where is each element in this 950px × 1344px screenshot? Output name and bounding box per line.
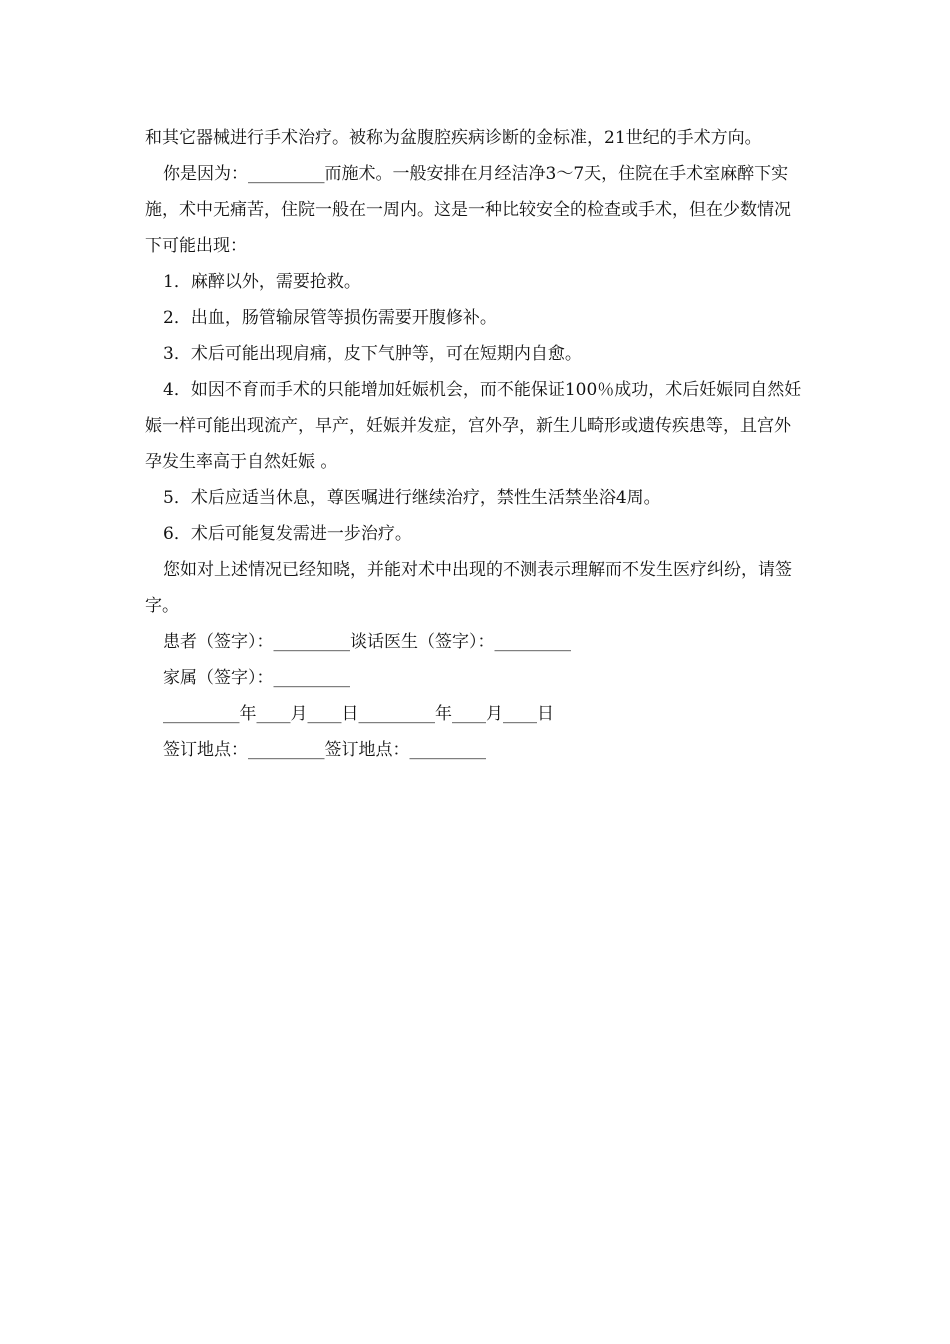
date-line: _________年____月____日_________年____月____日 (163, 704, 554, 724)
risk-item-6: 6．术后可能复发需进一步治疗。 (163, 524, 412, 544)
intro-continuation-paragraph: 和其它器械进行手术治疗。被称为盆腹腔疾病诊断的金标准，21世纪的手术方向。 (145, 128, 762, 148)
patient-doctor-signature-line: 患者（签字）：_________谈话医生（签字）：_________ (163, 632, 571, 652)
reason-paragraph: 你是因为：_________而施术。一般安排在月经洁净3～7天，住院在手术室麻醉下实施，术中无痛苦，住院一般在一周内。这是一种比较安全的检查或手术，但在少数情况下可能出现： (145, 164, 791, 256)
risk-item-3: 3．术后可能出现肩痛，皮下气肿等，可在短期内自愈。 (163, 344, 582, 364)
document-body (145, 120, 805, 768)
risk-item-5: 5．术后应适当休息，尊医嘱进行继续治疗，禁性生活禁坐浴4周。 (163, 488, 661, 508)
consent-paragraph: 您如对上述情况已经知晓，并能对术中出现的不测表示理解而不发生医疗纠纷，请签字。 (145, 560, 792, 616)
family-signature-line: 家属（签字）：_________ (163, 668, 350, 688)
risk-item-4: 4．如因不育而手术的只能增加妊娠机会，而不能保证100％成功，术后妊娠同自然妊娠一样可能出现流产，早产，妊娠并发症，宫外孕，新生儿畸形或遗传疾患等，且宫外孕发生率高于自然妊娠 。 (145, 380, 802, 472)
signing-location-line: 签订地点：_________签订地点：_________ (163, 740, 486, 760)
risk-item-2: 2．出血，肠管输尿管等损伤需要开腹修补。 (163, 308, 497, 328)
risk-item-1: 1．麻醉以外，需要抢救。 (163, 272, 361, 292)
